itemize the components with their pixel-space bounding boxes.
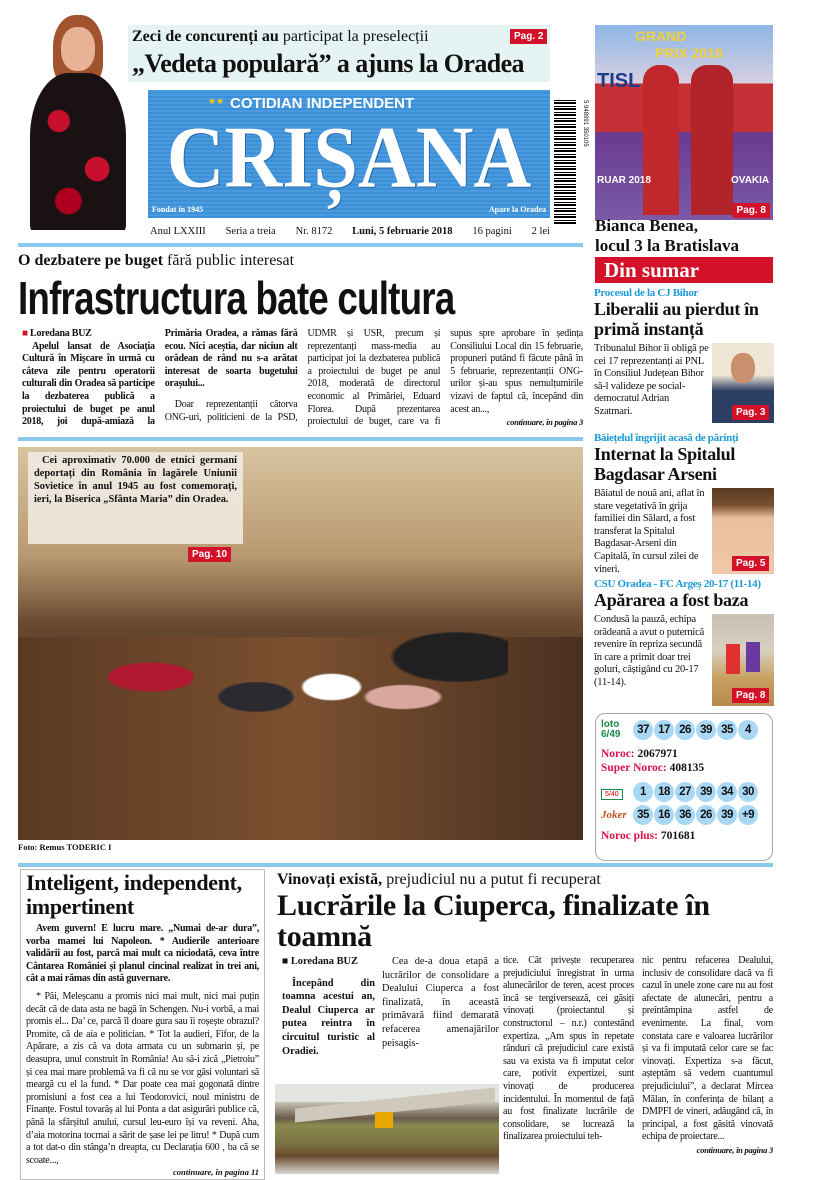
lede-text: Începând din toamna acestui an, Dealul Ciuperca ar putea reintra în circuitul turistic al Oradiei.	[282, 977, 375, 1057]
divider	[18, 863, 773, 867]
summary-kicker: Băiețelul îngrijit acasă de părinți	[594, 432, 739, 444]
issue-series: Seria a treia	[225, 226, 276, 237]
issue-price: 2 lei	[531, 226, 550, 237]
loto649-row	[601, 720, 767, 740]
editorial-headline[interactable]: Inteligent, independent, impertinent	[26, 870, 242, 919]
author-byline: ■ Loredana BUZ	[282, 956, 358, 967]
photo-text: PRIX 2018	[655, 45, 723, 61]
lottery-number: 36	[675, 805, 695, 825]
author-byline: ■ Loredana BUZ	[22, 328, 92, 339]
editorial-body: * Păi, Meleșcanu a promis nici mai mult, nici mai puțin decât că de data asta ne bagă în Schengen. Nu-i vorbă, a mai promis el... Da’ ce, parcă îl doare gura sau îi roșește obrazul? Promite, că de aia e politician. * Tot la audieri, Fifor, de la Apărare, a zis că va dota armata cu un submarin și, pe deasupra, unul construit în România! Au să-i zică „Pietroiu” și cea mai mare problemă va fi că nu se vor găsi voluntari să meargă cu el la fund. * Dar poate cea mai gogonată dintre promisiuni a fost cea a lui Teodorovici, noul ministru de Finanțe. Fostul tovarăș al lui Ponta a dat asigurări publice că, până la sfârșitul anului, cursul leu-euro își va reveni. Aha, d’aia motorina tocmai a sărit de șase lei pe litru! * După cum a tot dat-o din stânga’n dreapta, cu Declarația 600 , ba că se scoate...,	[26, 990, 259, 1166]
eu-stars-icon: ★★	[208, 96, 225, 106]
summary-headline: Liberalii au pierdut în primă instanță	[594, 299, 759, 339]
lottery-number: 16	[654, 805, 674, 825]
lottery-number: 26	[675, 720, 695, 740]
page-ref[interactable]: Pag. 8	[732, 688, 769, 703]
lottery-number: 35	[633, 805, 653, 825]
page-ref[interactable]: Pag. 8	[733, 203, 770, 218]
divider	[18, 243, 583, 247]
sport-headline-line: locul 3 la Bratislava	[595, 236, 740, 255]
summary-text: Băiatul de nouă ani, aflat în stare vegetativă în grija familiei din Sălard, a fost transferat la Spitalul Bagdasar-Arseni din Capitală, în cursul zilei de vineri.	[594, 488, 705, 575]
sport-photo[interactable]	[595, 25, 773, 220]
ciuperca-lede	[282, 955, 375, 1058]
summary-header: Din sumar	[595, 257, 773, 283]
page-ref[interactable]: Pag. 5	[732, 556, 769, 571]
church-photo[interactable]	[18, 447, 583, 840]
ciuperca-columns	[503, 955, 773, 1157]
summary-text: Tribunalul Bihor îi obligă pe cei 17 reprezentanți ai PNL în Consiliul Județean Bihor să-l valideze pe social-democratul Adrian Szatmari.	[594, 343, 709, 417]
page-ref[interactable]: Pag. 3	[732, 405, 769, 420]
lead-headline[interactable]: Infrastructura bate cultura	[18, 272, 455, 324]
lottery-number: 39	[696, 782, 716, 802]
continued-link[interactable]: continuare, în pagina 3	[696, 1144, 773, 1155]
lottery-number: 39	[696, 720, 716, 740]
ciuperca-col4: nic pentru refacerea Dealului, inclusiv de consolidare dacă va fi cazul în unele zone care nu au fost afectate de alunecări, pentru a preîntâmpina astfel de evenimente. La final, vom constata care e valoarea lucrărilor și va fi imputată celor care se fac vinovați. Expertiza s-a făcut, așteptăm să vedem cuantumul prejudiciului”, a declarat Mircea Mălan, în conferința de bilanț a DMPFI de vineri, adăugând că, în principal, a fost găsită vinovată echipa de proiectare...	[642, 955, 773, 1143]
photo-text: RUAR 2018	[597, 175, 651, 186]
page-ref[interactable]: Pag. 10	[188, 547, 231, 562]
summary-text: Condusă la pauză, echipa orădeană a avut o puternică revenire în repriza secundă în care a primit doar trei goluri, câștigând cu 20-17 (11-14).	[594, 614, 705, 688]
lottery-number: 30	[738, 782, 758, 802]
ciuperca-kicker: Vinovați există, prejudiciul nu a putut fi recuperat	[277, 871, 601, 888]
barcode-number: 5 948991 350105	[582, 100, 588, 147]
top-banner[interactable]	[128, 25, 550, 82]
woman-photo	[28, 15, 128, 230]
coach-figure	[691, 65, 733, 215]
athlete-figure	[643, 65, 679, 215]
lottery-number: 37	[633, 720, 653, 740]
photo-text: OVAKIA	[731, 175, 770, 186]
summary-item-liberalii[interactable]	[594, 287, 774, 430]
lottery-number: 17	[654, 720, 674, 740]
lottery-number: 34	[717, 782, 737, 802]
photo-text: GRAND	[635, 28, 687, 44]
ciuperca-headline[interactable]: Lucrările la Ciuperca, finalizate în toamnă	[277, 889, 710, 953]
super-noroc-line: Super Noroc: 408135	[601, 762, 705, 774]
editorial-lede: Avem guvern! E lucru mare. „Numai de-ar dura”, vorba mamei lui Napoleon. * Audierile anterioare validării au fost, parcă mai mult ca niciodată, ceva între Cântarea României și planul cincinal realizat în trei ani, cât a mai rămas din astă guvernare.	[26, 923, 259, 985]
lead-columns	[22, 328, 583, 429]
summary-item-internat[interactable]	[594, 432, 774, 576]
photo-credit: Foto: Remus TODERIC I	[18, 842, 112, 852]
masthead-tagline: COTIDIAN INDEPENDENT	[230, 95, 415, 112]
summary-kicker: Procesul de la CJ Bihor	[594, 287, 699, 299]
lottery-number: 18	[654, 782, 674, 802]
photo-text: TISL	[597, 70, 641, 92]
issue-year: Anul LXXIII	[150, 226, 206, 237]
ciuperca-photo[interactable]	[275, 1084, 499, 1174]
summary-headline: Apărarea a fost baza	[594, 590, 749, 610]
loto540-logo: 5/40	[601, 789, 623, 800]
sport-headline-line: Bianca Benea,	[595, 216, 698, 235]
founded-text: Fondat în 1945	[152, 205, 204, 214]
masthead-title: CRIȘANA	[166, 109, 532, 207]
issue-info	[150, 226, 550, 237]
ciuperca-col2: Cea de-a doua etapă a lucrărilor de consolidare a Dealului Ciuperca a fost finalizată, în această primăvară fiind demarată refacerea amenajărilor peisagis-	[382, 956, 499, 1049]
lede-text: Apelul lansat de Asociația Cultură în Mișcare în urmă cu câteva zile pentru operatorii culturali din Oradea să participe la dezbaterea publică a proiectului de buget pe anul 2018, joi după-amiază la Primăria Oradea, a rămas fără ecou. Nici aceștia, dar niciun alt orădean de rând nu s-a arătat interesat de soarta bugetului orașului...	[22, 328, 298, 428]
issue-pages: 16 pagini	[472, 226, 512, 237]
lottery-number: 35	[717, 720, 737, 740]
continued-link[interactable]: continuare, în pagina 3	[506, 417, 583, 428]
body-text: Doar reprezentanții câtorva ONG-uri, politicieni de la PSD, UDMR și USR, precum și reprezentanți mass-media au participat joi la dezbaterea publică a proiectului de buget pe anul 2018, moderată de directorul economic al Primăriei, Eduard Florea. După prezentarea proiectului de buget, care va fi supus spre aprobare în ședința Consiliului Local din 15 februarie, propuneri putând fi făcute până în 5 februarie, reprezentanții ONG-urilor și-au spus nemulțumirile vizavi de faptul că, începând din acest an...,	[164, 328, 583, 428]
page-ref[interactable]: Pag. 2	[510, 29, 547, 44]
barcode	[554, 100, 576, 224]
lottery-number: 26	[696, 805, 716, 825]
joker-logo: Joker	[601, 809, 627, 821]
ciuperca-col3: tice. Cât privește recuperarea prejudiciului înregistrat în urma alunecărilor de teren, acest proces încă se tergiversează, cei găsiți vinovați (proiectantul și constructorul – n.r.) contestând expertiza. „Am spus în repetate rânduri că prejudiciul care există sau va exista va fi imputat celor care, potivit expertizei, sunt vinovați de producerea incidentului. În momentul de față au fost finalizate lucrările de consolidare, se lucrează la finalizarea proiectului teh-	[503, 955, 634, 1143]
summary-headline: Internat la Spitalul Bagdasar Arseni	[594, 444, 736, 484]
banner-kicker: Zeci de concurenți au participat la preselecții	[132, 28, 429, 45]
lead-kicker: O dezbatere pe buget fără public interesat	[18, 252, 295, 269]
lottery-box	[595, 713, 773, 861]
masthead	[148, 90, 550, 218]
lottery-number: 27	[675, 782, 695, 802]
lottery-number: 4	[738, 720, 758, 740]
location-text: Apare la Oradea	[488, 205, 546, 214]
noroc-line: Noroc: 2067971	[601, 748, 678, 760]
loto649-logo: loto 6/49	[601, 719, 621, 740]
sport-headline[interactable]	[595, 216, 777, 256]
summary-item-handbal[interactable]	[594, 578, 774, 708]
issue-number: Nr. 8172	[295, 226, 333, 237]
photo-caption: Cei aproximativ 70.000 de etnici germani deportați din România în lagărele Uniunii Sovietice în anul 1945 au fost comemorați, ieri, la Biserica „Sfânta Maria” din Oradea.	[34, 455, 237, 505]
continued-link[interactable]: continuare, în pagina 11	[173, 1167, 259, 1178]
noroc-plus-line: Noroc plus: 701681	[601, 830, 696, 842]
editorial-box	[20, 869, 265, 1180]
lottery-number: +9	[738, 805, 758, 825]
lottery-number: 1	[633, 782, 653, 802]
banner-headline: „Vedeta populară” a ajuns la Oradea	[132, 49, 524, 78]
loto540-row	[601, 782, 767, 802]
divider	[18, 437, 583, 441]
issue-date: Luni, 5 februarie 2018	[352, 226, 453, 237]
lottery-number: 39	[717, 805, 737, 825]
summary-kicker: CSU Oradea - FC Argeș 20-17 (11-14)	[594, 578, 761, 590]
joker-row	[601, 805, 767, 825]
